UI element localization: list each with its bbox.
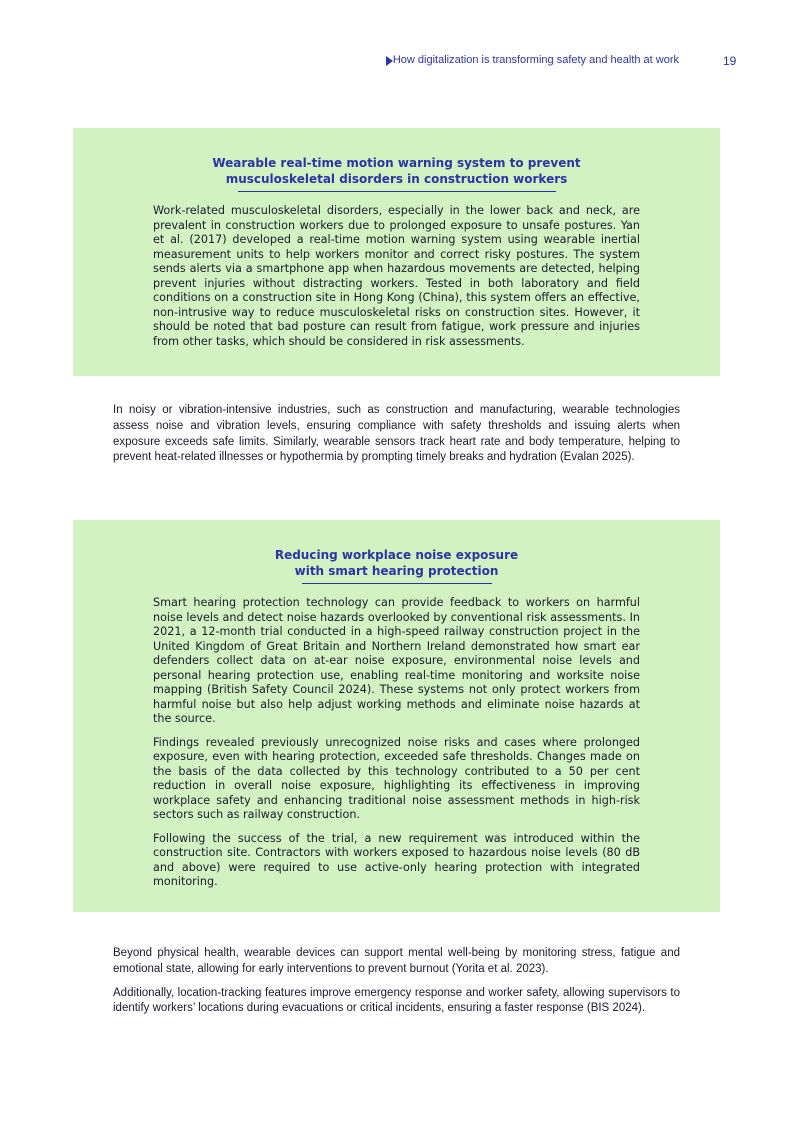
body-text-section [113, 403, 680, 474]
box-title-line: musculoskeletal disorders in construction workers [225, 172, 568, 186]
box-title-line: Wearable real-time motion warning system to prevent [212, 156, 581, 170]
box-title-line: Reducing workplace noise exposure [274, 548, 519, 562]
box-title-line: with smart hearing protection [294, 564, 499, 578]
paragraph: In noisy or vibration-intensive industries, such as construction and manufacturing, wearable technologies assess noise and vibration levels, ensuring compliance with safety thresholds and issuing alerts when exposure exceeds safe limits. Similarly, wearable sensors track heart rate and body temperature, helping to prevent heat-related illnesses or hypothermia by prompting timely breaks and hydration (Evalan 2025). [113, 404, 680, 464]
page-number: 19 [723, 54, 737, 68]
title-underline [238, 191, 556, 192]
box-body [153, 204, 640, 349]
case-study-box-hearing-protection [73, 520, 720, 912]
box-title [73, 155, 720, 187]
case-study-box-motion-warning [73, 128, 720, 376]
paragraph: Additionally, location-tracking features improve emergency response and worker safety, allowing supervisors to identify workers’ locations during evacuations or critical incidents, ensuring a faster response (BIS 2024). [113, 986, 680, 1015]
paragraph: Smart hearing protection technology can provide feedback to workers on harmful noise levels and detect noise hazards overlooked by conventional risk assessments. In 2021, a 12-month trial conducted in a high-speed railway construction project in the United Kingdom of Great Britain and Northern Ireland demonstrated how smart ear defenders collect data on at-ear noise exposure, environmental noise levels and personal hearing protection use, enabling real-time monitoring and worksite noise mapping (British Safety Council 2024). These systems not only protect workers from harmful noise but also help adjust working methods and eliminate noise hazards at the source. [153, 596, 640, 725]
box-body [153, 596, 640, 890]
paragraph: Work-related musculoskeletal disorders, especially in the lower back and neck, are prevalent in construction workers due to prolonged exposure to unsafe postures. Yan et al. (2017) developed a real-time motion warning system using wearable inertial measurement units to help workers monitor and correct risky postures. The system sends alerts via a smartphone app when hazardous movements are detected, helping prevent injuries without distracting workers. Tested in both laboratory and field conditions on a construction site in Hong Kong (China), this system offers an effective, non-intrusive way to reduce musculoskeletal risks on construction sites. However, it should be noted that bad posture can result from fatigue, work pressure and injuries from other tasks, which should be considered in risk assessments. [153, 204, 640, 348]
box-title [73, 547, 720, 579]
running-header [0, 54, 793, 70]
title-underline [302, 583, 492, 584]
header-title: How digitalization is transforming safety and health at work [392, 54, 679, 66]
paragraph: Following the success of the trial, a new requirement was introduced within the construction site. Contractors with workers exposed to hazardous noise levels (80 dB and above) were required to use active-only hearing protection with integrated monitoring. [153, 831, 640, 888]
paragraph: Beyond physical health, wearable devices can support mental well-being by monitoring stress, fatigue and emotional state, allowing for early interventions to prevent burnout (Yorita et al. 2023). [113, 947, 680, 975]
body-text-section [113, 946, 680, 1025]
paragraph: Findings revealed previously unrecognized noise risks and cases where prolonged exposure, even with hearing protection, exceeded safe thresholds. Changes made on the basis of the data collected by this technology contributed to a 50 per cent reduction in overall noise exposure, highlighting its effectiveness in improving workplace safety and enhancing traditional noise assessment methods in high-risk sectors such as railway construction. [153, 735, 640, 821]
